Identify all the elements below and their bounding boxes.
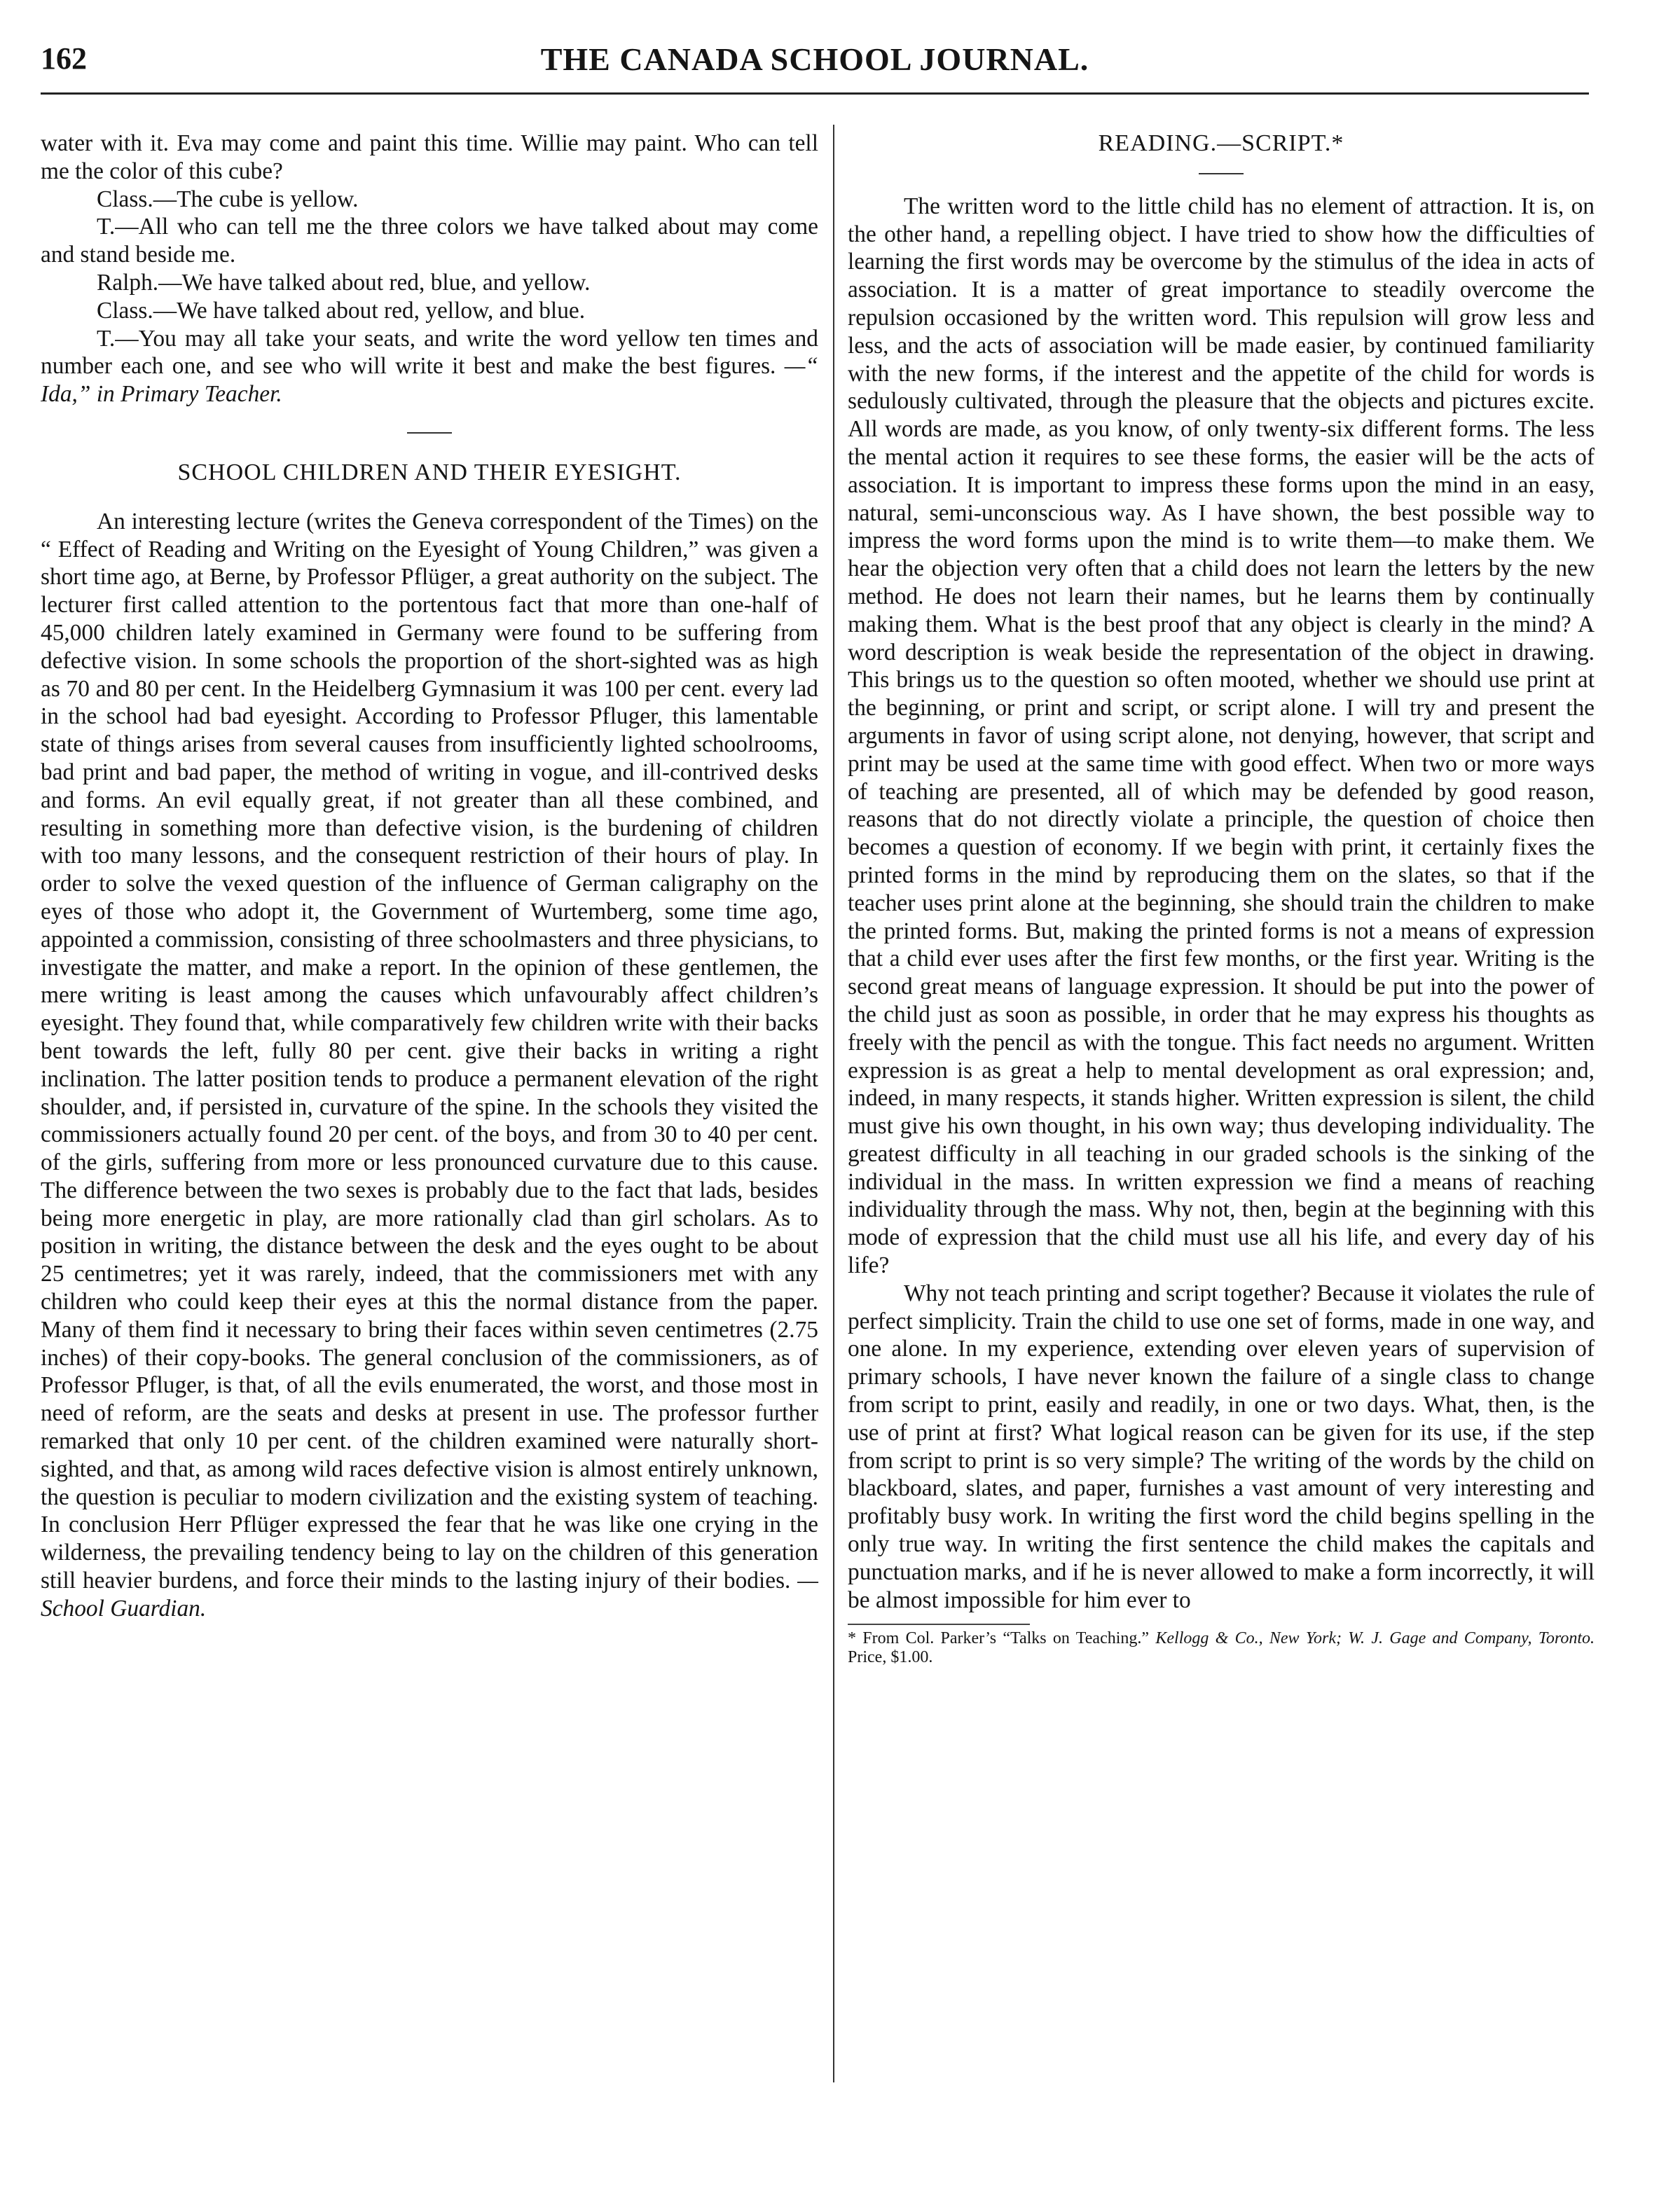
- eyesight-article-body: [41, 508, 818, 1623]
- lesson-paragraph: [41, 325, 818, 408]
- section-divider: [407, 432, 452, 434]
- reading-script-title: READING.—SCRIPT.*: [1098, 130, 1344, 156]
- left-column: [41, 130, 818, 1623]
- title-underline: [1199, 173, 1244, 174]
- journal-title: THE CANADA SCHOOL JOURNAL.: [540, 41, 1089, 77]
- lesson-paragraph: T.—All who can tell me the three colors we have talked about may come and stand beside me.: [41, 214, 818, 268]
- page-number: 162: [41, 41, 87, 76]
- lesson-attribution: —“ Ida,” in Primary Teacher.: [41, 353, 818, 408]
- footnote: [848, 1629, 1595, 1667]
- reading-paragraph-2: Why not teach printing and script together? Because it violates the rule of perfect simplicity. Train the child to use one set of forms, made in one way, and one alone. In my experience, extending over eleven years of supervision of primary schools, I have never known the failure of a single class to change from script to print, easily and readily, in one or two days. What, then, is the use of print at first? What logical reason can be given for its use, if the step from script to print is so very simple? The writing of the words by the child on blackboard, slates, and paper, furnishes a vast amount of very interesting and profitably busy work. In writing the first word the child begins spelling in the only true way. In writing the first sentence the child makes the capitals and punctuation marks, and if he is never allowed to make a form incorrectly, it will be almost impossible for him ever to: [848, 1280, 1595, 1613]
- lesson-paragraph: Class.—The cube is yellow.: [97, 186, 359, 212]
- eyesight-article-title: SCHOOL CHILDREN AND THEIR EYESIGHT.: [177, 459, 682, 485]
- column-rule: [833, 125, 834, 2082]
- footnote-rule: [848, 1624, 1030, 1625]
- eyesight-attribution: —School Guardian.: [41, 1568, 818, 1622]
- lesson-paragraph: Ralph.—We have talked about red, blue, and yellow.: [97, 269, 591, 296]
- lesson-paragraph: water with it. Eva may come and paint this time. Willie may paint. Who can tell me the color of this cube?: [41, 130, 818, 184]
- header-rule: [41, 92, 1589, 95]
- footnote-price: Price, $1.00.: [848, 1648, 933, 1667]
- lesson-last-text: T.—You may all take your seats, and write the word yellow ten times and number each one, and see who will write it best and make the best figures.: [41, 325, 818, 380]
- eyesight-body-text: An interesting lecture (writes the Geneva correspondent of the Times) on the “ Effect of Reading and Writing on the Eyesight of Young Children,” was given a short time ago, at Berne, by Professor Pflüger, a great authority on the subject. The lecturer first called attention to the portentous fact that more than one-half of 45,000 children lately examined in Germany were found to be suffering from defective vision. In some schools the proportion of the short-sighted was as high as 70 and 80 per cent. In the Heidelberg Gymnasium it was 100 per cent. every lad in the school had bad eyesight. According to Professor Pfluger, this lamentable state of things arises from several causes from insufficiently lighted schoolrooms, bad print and bad paper, the method of writing in vogue, and ill-contrived desks and forms. An evil equally great, if not greater than all these combined, and resulting in something more than defective vision, is the burdening of children with too many lessons, and the consequent restriction of their hours of play. In order to solve the vexed question of the influence of German caligraphy on the eyes of those who adopt it, the Government of Wurtemberg, some time ago, appointed a commission, consisting of three schoolmasters and three physicians, to investigate the matter, and make a report. In the opinion of these gentlemen, the mere writing is least among the causes which unfavourably affect children’s eyesight. They found that, while comparatively few children write with their backs bent towards the left, fully 80 per cent. give their backs in writing a right inclination. The latter position tends to produce a permanent elevation of the right shoulder, and, if persisted in, curvature of the spine. In the schools they visited the commissioners actually found 20 per cent. of the boys, and from 30 to 40 per cent. of the girls, suffering from more or less pronounced curvature due to this cause. The difference between the two sexes is probably due to the fact that lads, besides being more energetic in play, are more rationally clad than girl scholars. As to position in writing, the distance between the desk and the eyes ought to be about 25 centimetres; yet it was rarely, indeed, that the commissioners met with any children who could keep their eyes at this the normal distance from the paper. Many of them find it necessary to bring their faces within seven centimetres (2.75 inches) of their copy-books. The general conclusion of the commissioners, as of Professor Pfluger, is that, of all the evils enumerated, the worst, and those most in need of reform, are the seats and desks at present in use. The professor further remarked that only 10 per cent. of the children examined were naturally short-sighted, and that, as among wild races defective vision is almost entirely unknown, the question is peculiar to modern civilization and the existing system of teaching. In conclusion Herr Pflüger expressed the fear that he was like one crying in the wilderness, the prevailing tendency being to lay on the children of this generation still heavier burdens, and force their minds to the lasting injury of their bodies.: [41, 508, 818, 1594]
- footnote-publisher: Kellogg & Co., New York; W. J. Gage and Company, Toronto.: [1155, 1629, 1595, 1648]
- lesson-paragraph: Class.—We have talked about red, yellow, and blue.: [97, 297, 586, 324]
- page-header: [41, 41, 1589, 97]
- footnote-source: * From Col. Parker’s “Talks on Teaching.”: [848, 1629, 1150, 1648]
- reading-paragraph-1: The written word to the little child has no element of attraction. It is, on the other hand, a repelling object. I have tried to show how the difficulties of learning the first words may be overcome by the stimulus of the idea in acts of association. It is a matter of great importance to steadily overcome the repulsion occasioned by the written word. This repulsion will grow less and less, and the acts of association will be made easier, by continued familiarity with the new forms, if the interest and the appetite of the child for words is sedulously cultivated, through the pleasure that the objects and pictures excite. All words are made, as you know, of only twenty-six different forms. The less the mental action it requires to see these forms, the easier will be the acts of association. It is important to impress these forms upon the mind in an easy, natural, semi-unconscious way. As I have shown, the best possible way to impress the word forms upon the mind is to write them—to make them. We hear the objection very often that a child does not learn the letters by the new method. He does not learn their names, but he learns them by continually making them. What is the best proof that any object is clearly in the mind? A word description is weak beside the representation of the object in drawing. This brings us to the question so often mooted, whether we should use print at the beginning, or print and script, or script alone. I will try and present the arguments in favor of using script alone, not denying, however, that script and print may be used at the same time with good effect. When two or more ways of teaching are presented, all of which may be defended by good reason, reasons that do not directly violate a principle, the question of choice then becomes a question of economy. If we begin with print, it certainly fixes the printed forms in the mind by reproducing them on the slates, so that if the teacher uses print alone at the beginning, she should train the children to make the printed forms. But, making the printed forms is not a means of expression that a child ever uses after the first few months, or the first year. Writing is the second great means of language expression. It should be put into the power of the child just as soon as possible, in order that he may express his thoughts as freely with the pencil as with the tongue. This fact needs no argument. Written expression is as great a help to mental development as oral expression; and, indeed, in many respects, it stands higher. Written expression is silent, the child must give his own thought, in his own way; thus developing individuality. The greatest difficulty in all teaching in our graded schools is the sinking of the individual in the mass. In written expression we find a means of reaching individuality through the mass. Why not, then, begin at the beginning with this mode of expression that the child must use all his life, and every day of his life?: [848, 193, 1595, 1279]
- right-column: [848, 130, 1595, 1667]
